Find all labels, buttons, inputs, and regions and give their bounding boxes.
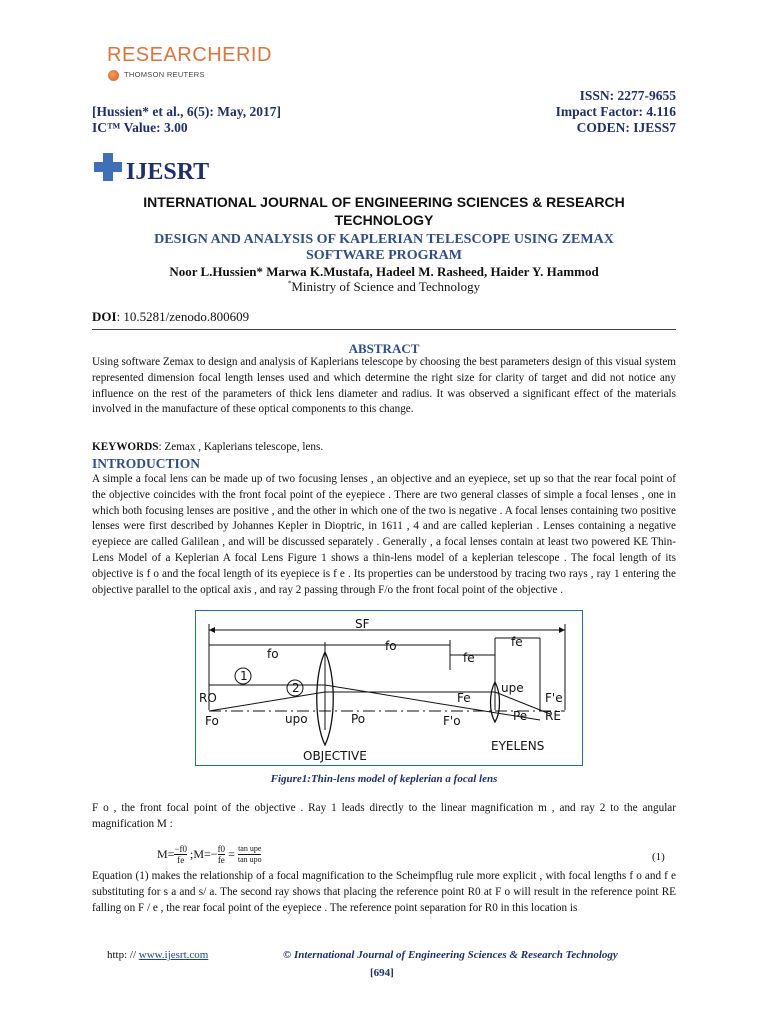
label-fo-left: Fo: [205, 714, 219, 728]
keywords: [92, 440, 676, 456]
impact-factor: Impact Factor: 4.116: [555, 104, 676, 119]
label-ray-1: 1: [240, 669, 248, 683]
eq-m-equals: M=: [157, 847, 175, 861]
affiliation-mark: *: [287, 279, 292, 288]
eq-fraction-3: [238, 844, 262, 865]
introduction-heading: INTRODUCTION: [92, 456, 201, 471]
paragraph-magnification: F o , the front focal point of the objective . Ray 1 leads directly to the linear magnification m , and ray 2 to the angular magnification M :: [92, 802, 676, 830]
researcherid-logo: RESEARCHERID: [107, 44, 272, 66]
label-fe-top: fe: [511, 635, 523, 649]
label-ro: RO: [199, 691, 217, 705]
affiliation-text: Ministry of Science and Technology: [291, 279, 481, 294]
doi-value: : 10.5281/zenodo.800609: [116, 309, 250, 324]
coden: CODEN: IJESS7: [576, 120, 676, 135]
eq-denominator-3: tan upo: [237, 855, 262, 864]
label-eyelens: EYELENS: [491, 739, 545, 753]
label-sf: SF: [355, 617, 370, 631]
keywords-label: KEYWORDS: [92, 441, 159, 453]
label-fo-top: fo: [267, 647, 279, 661]
label-objective: OBJECTIVE: [303, 749, 367, 763]
paragraph-equation-explanation: Equation (1) makes the relationship of a focal magnification to the Scheimpflug rule more explicit , with focal lengths f o and f e substituting for s a and s/ a. The second ray shows that placing the reference point R0 at F o will result in the reference point RE falling on F / e , the rear focal point of the eyepiece . The reference point separation for R0 in this location is: [92, 870, 676, 914]
figure-caption: Figure1:Thin-lens model of keplerian a focal lens: [270, 773, 498, 785]
journal-name-line1: INTERNATIONAL JOURNAL OF ENGINEERING SCIENCES & RESEARCH: [143, 194, 625, 210]
eq-fraction-1: [174, 844, 187, 865]
page-number: [694]: [370, 967, 394, 979]
paper-title-line2: SOFTWARE PROGRAM: [306, 248, 462, 263]
label-fo-prime: F'o: [443, 714, 461, 728]
abstract-text: Using software Zemax to design and analysis of Kaplerians telescope by choosing the best parameters design of this visual system represented dimension focal length lenses used and which determine the right size for clarity of target and did not notice any influence on the rest of the parameters of thick lens diameter and radius. It was observed a significant effect of the materials involved in the manufacture of these optical components to this change.: [92, 356, 676, 416]
thomson-reuters-logo-icon: [108, 70, 119, 81]
doi: [92, 309, 249, 325]
journal-logo-text: IJESRT: [126, 159, 210, 185]
affiliation: [92, 279, 676, 295]
label-upo: upo: [285, 712, 308, 726]
equation-1: [157, 844, 262, 865]
label-fe-mid: fe: [463, 651, 475, 665]
ic-value: IC™ Value: 3.00: [92, 120, 188, 135]
journal-website-link[interactable]: www.ijesrt.com: [138, 949, 209, 961]
label-fe-prime: F'e: [545, 691, 563, 705]
eq-fraction-2: [218, 844, 226, 865]
thomson-reuters-text: THOMSON REUTERS: [124, 70, 205, 79]
eq-equals: =: [225, 847, 238, 861]
plus-cross-icon: [92, 151, 124, 183]
eq-denominator-1: fe: [177, 855, 185, 865]
label-ray-2: 2: [292, 681, 300, 695]
label-fe: Fe: [457, 691, 471, 705]
divider: [92, 329, 676, 330]
journal-name-line2: TECHNOLOGY: [334, 212, 434, 228]
label-fo-mid: fo: [385, 639, 397, 653]
eq-denominator-2: fe: [217, 855, 225, 865]
keywords-text: : Zemax , Kaplerians telescope, lens.: [158, 441, 324, 453]
eq-numerator-1: −f0: [174, 844, 188, 854]
abstract-heading: ABSTRACT: [348, 341, 420, 356]
footer-copyright: © International Journal of Engineering Sciences & Research Technology: [283, 949, 618, 961]
introduction-text: A simple a focal lens can be made up of two focusing lenses , an objective and an eyepiece, set up so that the rear focal point of the objective coincides with the front focal point of the eyepiece . There are two general classes of simple a focal lenses , one in which both focusing lenses are positive , and the other in which one of the two is negative . A focal lenses containing two positive lenses were first described by Johannes Kepler in Dioptric, in 1611 , 4 and are called keplerian . Lenses containing a negative eyepiece are called Galilean , and will be discussed separately . Generally , a focal lenses contain at least two powered KE Thin-Lens Model of a Keplerian A focal Lens Figure 1 shows a thin-lens model of a keplerian telescope . The focal length of its objective is f o and the focal length of its eyepiece is f e . Its properties can be understood by tracing two rays , ray 1 entering the objective parallel to the optical axis , and ray 2 passing through F/o the front focal point of the objective .: [92, 473, 676, 596]
equation-number: (1): [652, 851, 665, 863]
eq-numerator-3: tan upe: [238, 844, 262, 853]
author-list: Noor L.Hussien* Marwa K.Mustafa, Hadeel M. Rasheed, Haider Y. Hammod: [169, 264, 599, 279]
footer-url: [107, 949, 208, 961]
label-re: RE: [545, 709, 561, 723]
thin-lens-figure: [195, 610, 583, 766]
eq-numerator-2: f0: [217, 844, 226, 854]
doi-label: DOI: [92, 309, 117, 324]
label-upe: upe: [501, 681, 524, 695]
paper-title-line1: DESIGN AND ANALYSIS OF KAPLERIAN TELESCOPE USING ZEMAX: [154, 232, 614, 247]
footer-http: http: //: [107, 949, 139, 961]
eq-m2: ;M=−: [187, 847, 218, 861]
issn: ISSN: 2277-9655: [579, 88, 676, 103]
label-po: Po: [351, 712, 366, 726]
citation-header: [Hussien* et al., 6(5): May, 2017]: [92, 104, 281, 119]
label-pe: Pe: [513, 709, 528, 723]
